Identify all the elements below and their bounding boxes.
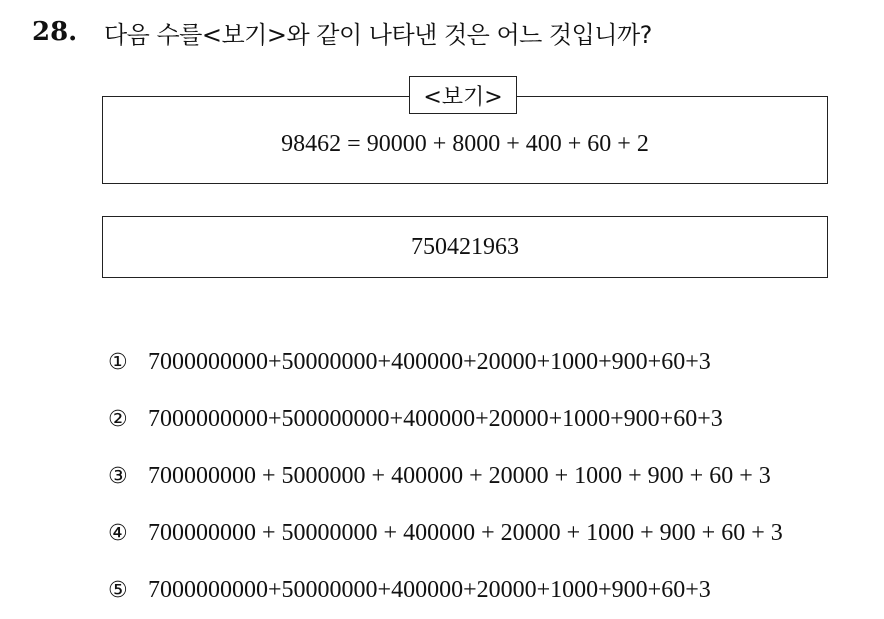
choice-3[interactable]	[108, 448, 868, 505]
choice-4-text: 700000000 + 50000000 + 400000 + 20000 + 1000 + 900 + 60 + 3	[148, 520, 783, 546]
given-number: 750421963	[411, 233, 519, 260]
choice-5-text: 7000000000+50000000+400000+20000+1000+900+60+3	[148, 577, 711, 603]
choice-2[interactable]	[108, 391, 868, 448]
choice-3-mark: ③	[108, 464, 128, 489]
choice-1[interactable]	[108, 334, 868, 391]
answer-choices	[108, 334, 868, 619]
choice-2-text: 7000000000+500000000+400000+20000+1000+900+60+3	[148, 406, 723, 432]
choice-3-text: 700000000 + 5000000 + 400000 + 20000 + 1000 + 900 + 60 + 3	[148, 463, 771, 489]
question-text: 다음 수를<보기>와 같이 나타낸 것은 어느 것입니까?	[104, 20, 652, 49]
example-equation: 98462 = 90000 + 8000 + 400 + 60 + 2	[281, 130, 649, 157]
choice-2-mark: ②	[108, 407, 128, 432]
choice-4-mark: ④	[108, 521, 128, 546]
question-number: 28.	[32, 17, 78, 47]
choice-1-mark: ①	[108, 350, 128, 375]
choice-5[interactable]	[108, 562, 868, 619]
example-label: <보기>	[409, 76, 517, 114]
choice-5-mark: ⑤	[108, 578, 128, 603]
choice-4[interactable]	[108, 505, 868, 562]
choice-1-text: 7000000000+50000000+400000+20000+1000+900+60+3	[148, 349, 711, 375]
question-header	[32, 10, 872, 54]
given-number-box	[102, 216, 828, 278]
